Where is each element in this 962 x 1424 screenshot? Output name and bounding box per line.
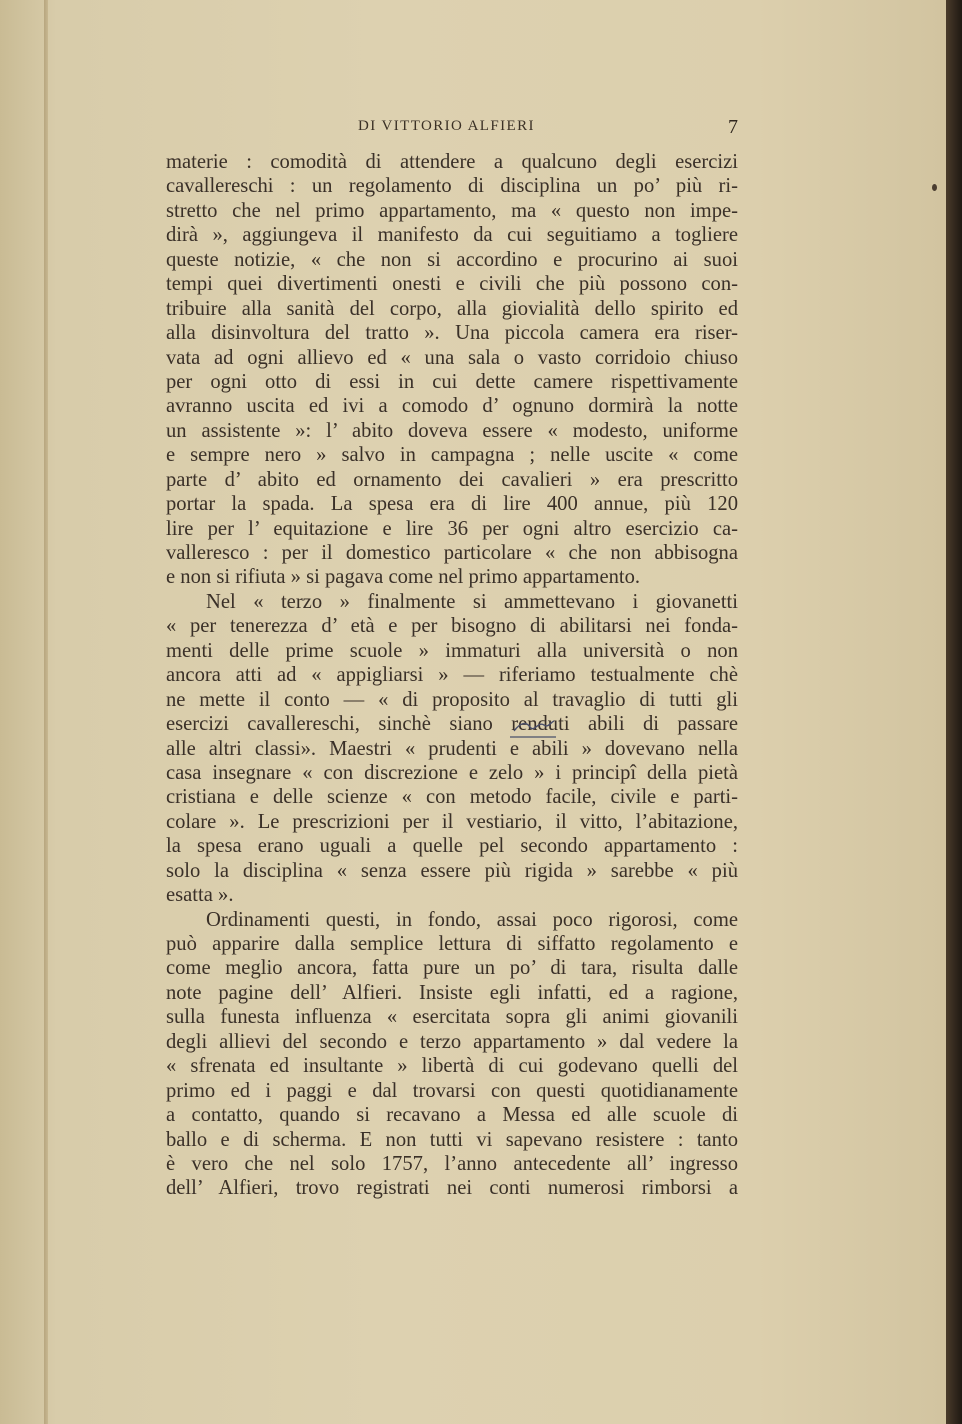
text-line: un assistente »: l’ abito doveva essere « modesto, uniforme [166,419,738,442]
running-head: DI VITTORIO ALFIERI [358,118,535,134]
text-line: « per tenerezza d’ età e per bisogno di abilitarsi nei fonda- [166,615,738,638]
text-line: è vero che nel solo 1757, l’anno antecedente all’ ingresso [166,1152,738,1175]
text-line: tempi quei divertimenti onesti e civili che più possono con- [166,273,738,296]
text-line: vata ad ogni allievo ed « una sala o vasto corridoio chiuso [166,346,738,369]
text-line: può apparire dalla semplice lettura di siffatto regolamento e [166,933,738,955]
book-edge [946,0,962,1424]
text-line: stretto che nel primo appartamento, ma « questo non impe- [166,199,738,222]
text-line: casa insegnare « con discrezione e zelo » i principî della pietà [166,761,738,784]
text-line: a contatto, quando si recavano a Messa ed alle scuole di [166,1104,738,1127]
text-line: tribuire alla sanità del corpo, alla giovialità dello spirito ed [166,297,738,320]
text-line: solo la disciplina « senza essere più rigida » sarebbe « più [166,859,738,882]
page-header [166,116,738,142]
text-line: dell’ Alfieri, trovo registrati nei conti numerosi rimborsi a [166,1177,738,1200]
text-line: esercizi cavallereschi, sinchè siano renduti abili di passare [166,713,738,736]
text-line: la spesa erano uguali a quelle pel secondo appartamento : [166,835,738,858]
text-line: ancora atti ad « appigliarsi » — riferiamo testualmente chè [166,664,738,687]
text-line: alla disinvoltura del tratto ». Una piccola camera era riser- [166,322,738,345]
text-line: come meglio ancora, fatta pure un po’ di tara, risulta dalle [166,957,738,980]
text-line: alle altri classi». Maestri « prudenti e abili » dovevano nella [166,737,738,760]
text-line: degli allievi del secondo e terzo appartamento » dal vedere la [166,1030,738,1053]
text-line: ballo e di scherma. E non tutti vi sapevano resistere : tanto [166,1128,738,1151]
paragraph-start-line: Ordinamenti questi, in fondo, assai poco rigorosi, come [206,908,738,931]
text-line: note pagine dell’ Alfieri. Insiste egli infatti, ed a ragione, [166,981,738,1004]
text-line: primo ed i paggi e dal trovarsi con questi quotidianamente [166,1079,738,1102]
text-line: menti delle prime scuole » immaturi alla università o non [166,639,738,662]
text-line: parte d’ abito ed ornamento dei cavalieri » era prescritto [166,468,738,491]
paragraph-start-line: Nel « terzo » finalmente si ammettevano i giovanetti [206,590,738,613]
page-gutter [44,0,48,1424]
ink-spot [932,184,937,191]
text-line: queste notizie, « che non si accordino e procurino ai suoi [166,248,738,271]
text-line: sulla funesta influenza « esercitata sopra gli animi giovanili [166,1006,738,1029]
text-line: « sfrenata ed insultante » libertà di cui godevano quelli del [166,1055,738,1078]
text-line: dirà », aggiungeva il manifesto da cui seguitiamo a togliere [166,224,738,247]
page-number: 7 [728,116,738,138]
text-line: cavallereschi : un regolamento di disciplina un po’ più ri- [166,175,738,198]
text-line: per ogni otto di essi in cui dette camere rispettivamente [166,370,738,393]
text-line: colare ». Le prescrizioni per il vestiario, il vitto, l’abitazione, [166,810,738,833]
text-line: ne mette il conto — « di proposito al travaglio di tutti gli [166,688,738,711]
text-line: e sempre nero » salvo in campagna ; nelle uscite « come [166,444,738,467]
text-line: portar la spada. La spesa era di lire 400 annue, più 120 [166,493,738,516]
text-line: cristiana e delle scienze « con metodo facile, civile e parti- [166,786,738,809]
text-line: lire per l’ equitazione e lire 36 per ogni altro esercizio ca- [166,517,738,540]
body-text [166,150,738,1201]
text-line: avranno uscita ed ivi a comodo d’ ognuno dormirà la notte [166,395,738,418]
text-line: e non si rifiuta » si pagava come nel primo appartamento. [166,566,641,589]
text-line: materie : comodità di attendere a qualcuno degli esercizi [166,151,738,173]
text-line: valleresco : per il domestico particolare « che non abbisogna [166,542,738,564]
handwritten-annotation-mark [508,717,558,743]
text-line: esatta ». [166,884,234,907]
